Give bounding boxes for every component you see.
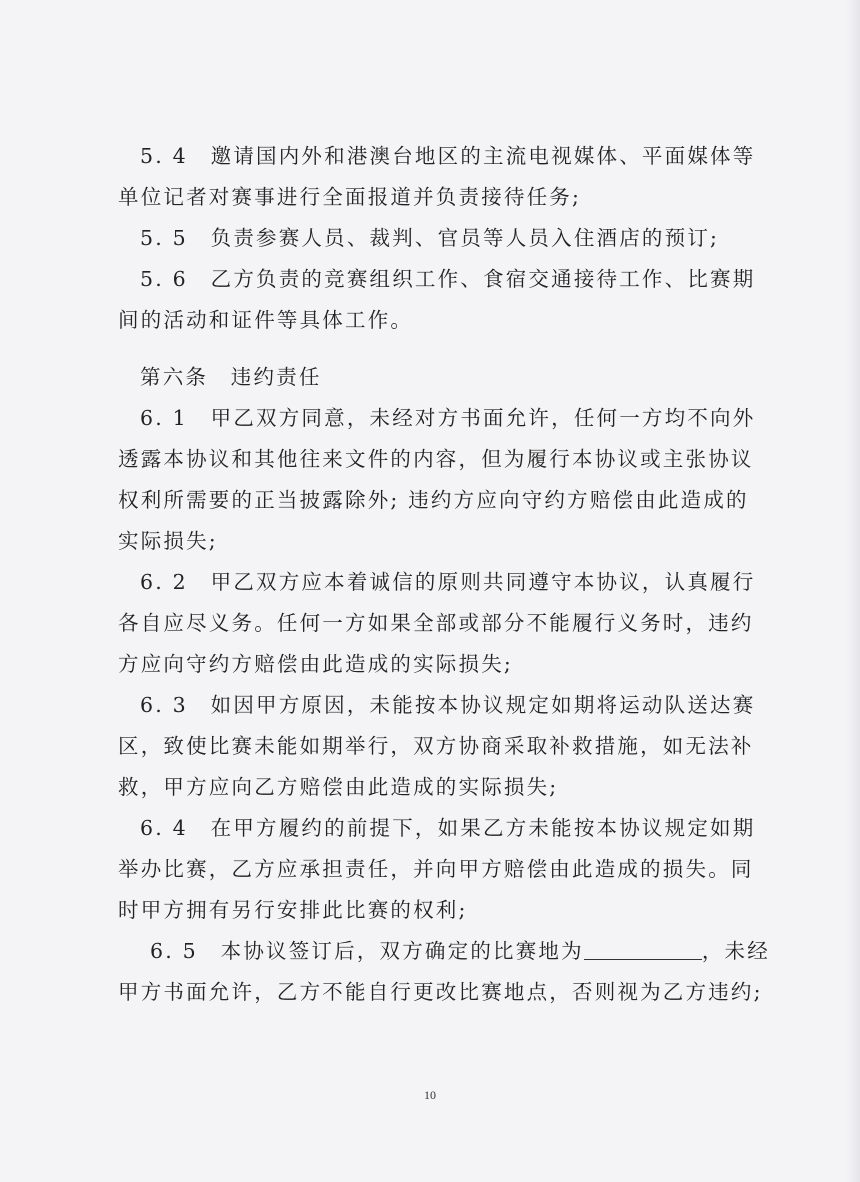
- venue-blank: [584, 939, 702, 960]
- clause-text: 6. 5 本协议签订后，双方确定的比赛地为: [150, 939, 584, 963]
- text-line: 6. 4 在甲方履约的前提下，如果乙方未能按本协议规定如期: [140, 816, 756, 840]
- scan-edge: [846, 0, 860, 1182]
- text-line: 各自应尽义务。任何一方如果全部或部分不能履行义务时，违约: [118, 611, 754, 635]
- clause-text: ，未经: [701, 939, 770, 963]
- text-line: 救，甲方应向乙方赔偿由此造成的实际损失;: [118, 775, 559, 799]
- text-line: 5. 5 负责参赛人员、裁判、官员等人员入住酒店的预订;: [140, 226, 720, 250]
- text-line: 甲方书面允许，乙方不能自行更改比赛地点，否则视为乙方违约;: [118, 980, 763, 1004]
- text-line: 透露本协议和其他往来文件的内容，但为履行本协议或主张协议: [118, 447, 754, 471]
- text-line: 方应向守约方赔偿由此造成的实际损失;: [118, 652, 514, 676]
- text-line: 6. 1 甲乙双方同意，未经对方书面允许，任何一方均不向外: [140, 406, 756, 430]
- text-line: 间的活动和证件等具体工作。: [118, 308, 414, 332]
- text-line: 单位记者对赛事进行全面报道并负责接待任务;: [118, 185, 582, 209]
- section-heading: 第六条 违约责任: [140, 365, 322, 389]
- text-line: 6. 2 甲乙双方应本着诚信的原则共同遵守本协议，认真履行: [140, 570, 756, 594]
- text-line: 6. 3 如因甲方原因，未能按本协议规定如期将运动队送达赛: [140, 693, 756, 717]
- text-line: 区，致使比赛未能如期举行，双方协商采取补救措施，如无法补: [118, 734, 754, 758]
- text-line: 5. 6 乙方负责的竞赛组织工作、食宿交通接待工作、比赛期: [140, 267, 756, 291]
- page-number: 10: [424, 1088, 436, 1102]
- text-line: 实际损失;: [118, 529, 218, 553]
- text-line: 时甲方拥有另行安排此比赛的权利;: [118, 898, 468, 922]
- text-line: [150, 937, 770, 965]
- text-line: 举办比赛，乙方应承担责任，并向甲方赔偿由此造成的损失。同: [118, 857, 754, 881]
- text-line: 5. 4 邀请国内外和港澳台地区的主流电视媒体、平面媒体等: [140, 144, 756, 168]
- text-line: 权利所需要的正当披露除外; 违约方应向守约方赔偿由此造成的: [118, 488, 749, 512]
